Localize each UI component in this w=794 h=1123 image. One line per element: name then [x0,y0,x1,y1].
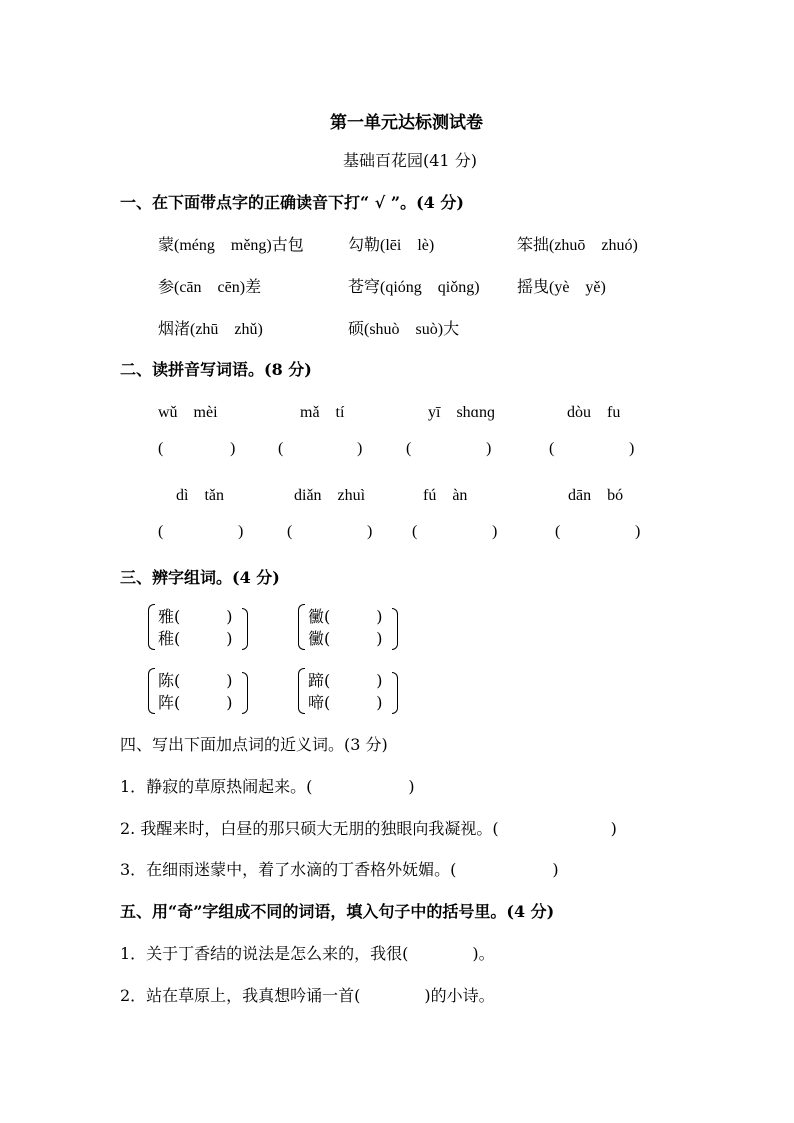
q2-pinyin: diǎn zhuì [294,487,366,504]
answer-blank-close: ) [635,523,641,540]
answer-blank-open: ( [549,440,555,457]
q1-item: 参(cān cēn)差 [158,279,262,296]
q2-pinyin: yī shɑnɡ [428,404,496,421]
answer-blank-open: ( [287,523,293,540]
answer-blank-close: ) [486,440,492,457]
q5-heading: 五、用“奇”字组成不同的词语，填入句子中的括号里。(4 分) [120,902,555,921]
q4-item: 2. 我醒来时，白昼的那只硕大无朋的独眼向我凝视。( ) [120,819,617,838]
q2-pinyin: mǎ tí [300,404,345,421]
answer-blank-close: ) [367,523,373,540]
q4-heading: 四、写出下面加点词的近义词。(3 分) [120,735,388,754]
q1-item: 勾勒(lēi lè) [348,237,435,254]
q5-item: 1．关于丁香结的说法是怎么来的，我很( )。 [120,944,495,963]
answer-blank-open: ( [278,440,284,457]
q1-item: 蒙(méng měng)古包 [158,237,304,254]
answer-blank-close: ) [357,440,363,457]
q1-item: 笨拙(zhuō zhuó) [517,237,638,254]
q2-pinyin: wǔ mèi [158,404,218,421]
char: 陈 [158,671,175,690]
char-group: 蹄( ) 啼( ) [298,668,408,716]
answer-blank-open: ( [412,523,418,540]
char: 啼 [308,693,325,712]
char-group: 陈( ) 阵( ) [148,668,258,716]
page-title: 第一单元达标测试卷 [330,113,483,133]
q2-pinyin: fú àn [423,487,468,504]
q1-item: 硕(shuò suò)大 [348,321,460,338]
q2-pinyin: dì tǎn [176,487,224,504]
char: 阵 [158,693,175,712]
answer-blank-close: ) [629,440,635,457]
q1-heading: 一、在下面带点字的正确读音下打“ √ ”。(4 分) [120,193,464,212]
answer-blank-close: ) [230,440,236,457]
answer-blank-close: ) [238,523,244,540]
char-group: 黴( ) 黴( ) [298,604,408,652]
q1-item: 苍穹(qióng qiǒng) [348,279,480,296]
q1-item: 烟渚(zhū zhǔ) [158,321,263,338]
q4-item: 3．在细雨迷蒙中，着了水滴的丁香格外妩媚。( ) [120,860,559,879]
section-subtitle: 基础百花园(41 分) [343,151,477,170]
answer-blank-close: ) [492,523,498,540]
char: 黴 [308,607,325,626]
q2-pinyin: dān bó [568,487,624,504]
char: 蹄 [308,671,325,690]
q2-heading: 二、读拼音写词语。(8 分) [120,360,312,379]
answer-blank-open: ( [158,523,164,540]
q2-pinyin: dòu fu [567,404,621,421]
answer-blank-open: ( [158,440,164,457]
answer-blank-open: ( [406,440,412,457]
char: 雅 [158,607,175,626]
q4-item: 1．静寂的草原热闹起来。( ) [120,777,415,796]
char-group: 雅( ) 稚( ) [148,604,258,652]
q1-item: 摇曳(yè yě) [517,279,606,296]
char: 黴 [308,629,325,648]
q3-heading: 三、辨字组词。(4 分) [120,568,280,587]
char: 稚 [158,629,175,648]
answer-blank-open: ( [555,523,561,540]
q5-item: 2．站在草原上，我真想吟诵一首( )的小诗。 [120,986,495,1005]
